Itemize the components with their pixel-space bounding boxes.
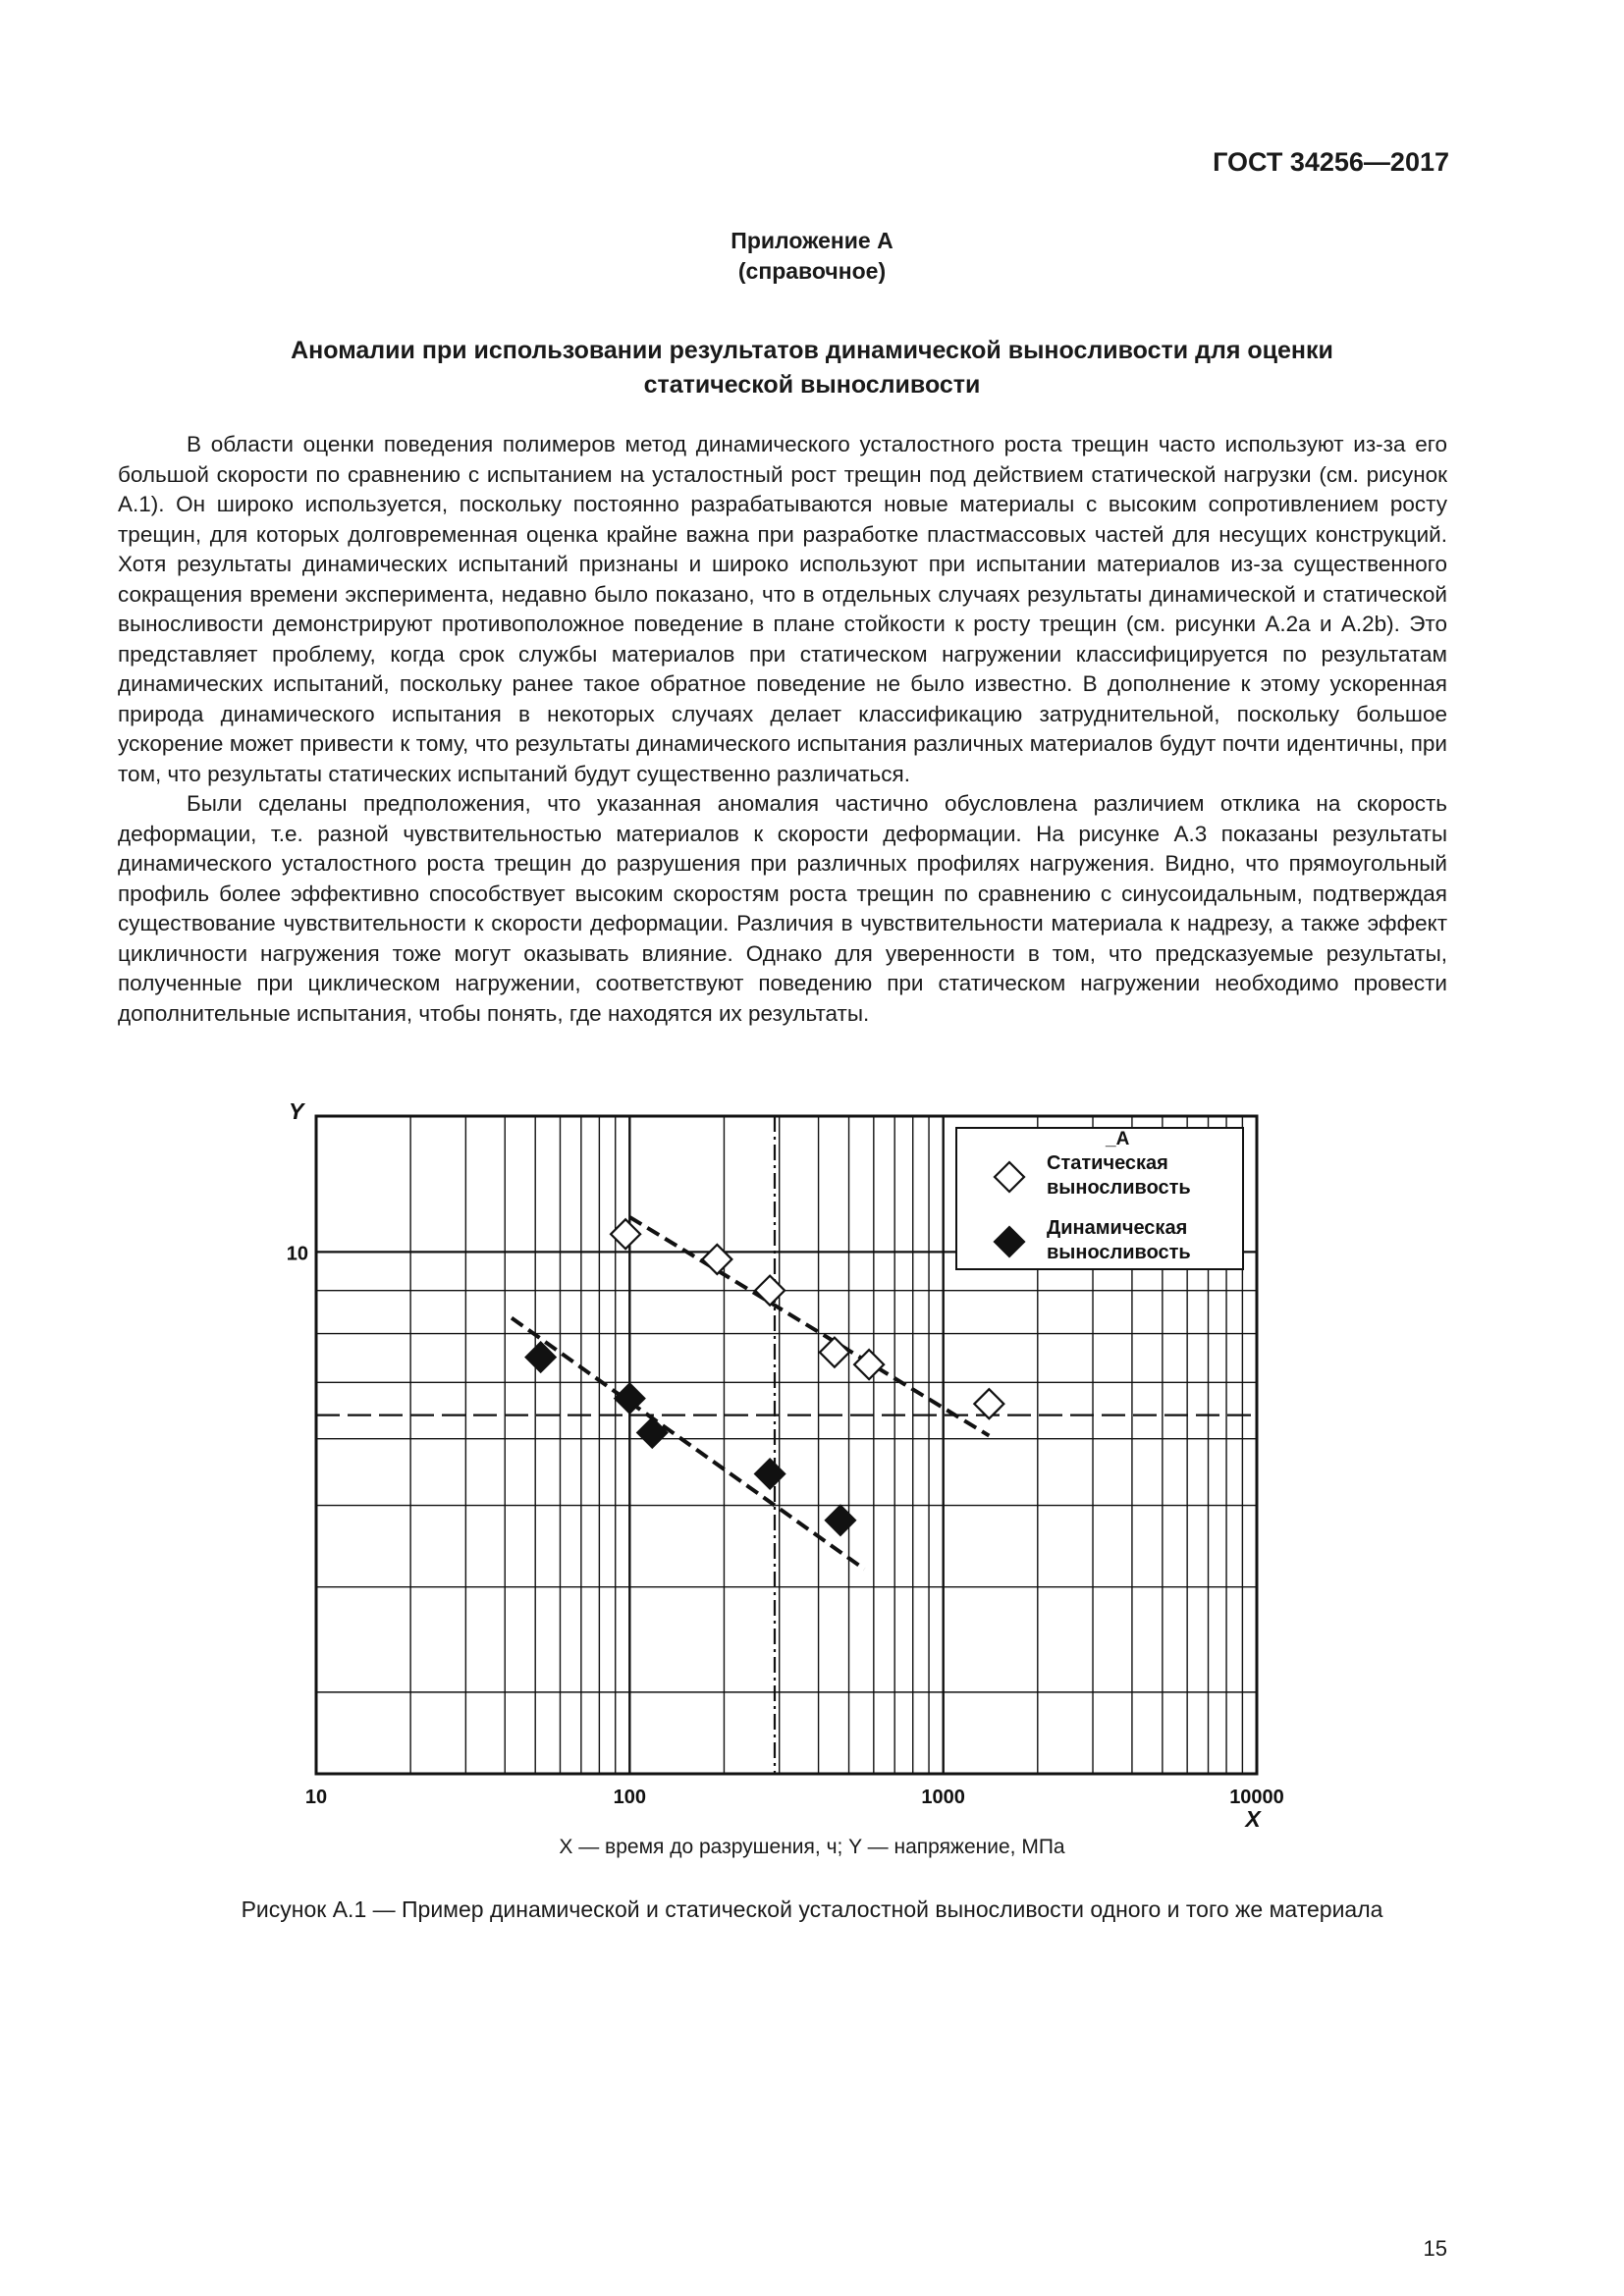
body-text (118, 430, 1447, 1029)
section-title-line-1: Аномалии при использовании результатов динамической выносливости для оценки (291, 337, 1333, 364)
legend-label: Статическая (1047, 1152, 1168, 1174)
paragraph: В области оценки поведения полимеров метод динамического усталостного роста трещин часто используют из-за его большой скорости по сравнению с испытанием на усталостный рост трещин под действием статической нагрузки (см. рисунок А.1). Он широко используется, поскольку постоянно разрабатываются новые материалы с высоким сопротивлением росту трещин, для которых долговременная оценка крайне важна при разработке пластмассовых частей для несущих конструкций. Хотя результаты динамических испытаний признаны и широко используют при испытании материалов из-за существенного сокращения времени эксперимента, недавно было показано, что в отдельных случаях результаты динамической и статической выносливости демонстрируют противоположное поведение в плане стойкости к росту трещин (см. рисунки А.2а и А.2b). Это представляет проблему, когда срок службы материалов при статическом нагружении классифицируется по результатам динамических испытаний, поскольку ранее такое обратное поведение не было известно. В дополнение к этому ускоренная природа динамического испытания в некоторых случаях делает классификацию затруднительной, поскольку большое ускорение может привести к тому, что результаты динамического испытания различных материалов будут почти идентичны, при том, что результаты статических испытаний будут существенно различаться. (118, 432, 1447, 786)
dynamic-data-point (755, 1459, 785, 1488)
x-tick-label: 10000 (1229, 1787, 1284, 1808)
static-trend-line (629, 1217, 989, 1436)
legend-label: Динамическая (1047, 1217, 1188, 1239)
x-tick-label: 100 (613, 1787, 647, 1808)
section-title-line-2: статической выносливости (643, 371, 981, 399)
annex-heading (0, 226, 1624, 287)
static-data-point (755, 1276, 785, 1306)
dynamic-data-point (637, 1418, 667, 1448)
annex-type: (справочное) (737, 258, 887, 284)
dynamic-trend-line (512, 1318, 864, 1570)
axis-caption: X — время до разрушения, ч; Y — напряжение, МПа (559, 1836, 1065, 1858)
legend-title: _A (1106, 1129, 1130, 1149)
paragraph: Были сделаны предположения, что указанная аномалия частично обусловлена различием отклика на скорость деформации, т.е. разной чувствительностью материалов к скорости деформации. На рисунке А.3 показаны результаты динамического усталостного роста трещин до разрушения при различных профилях нагружения. Видно, что прямоугольный профиль более эффективно способствует высоким скоростям роста трещин по сравнению с синусоидальным, подтверждая существование чувствительности к скорости деформации. Различия в чувствительности материала к надрезу, а также эффект цикличности нагружения тоже могут оказывать влияние. Однако для уверенности в том, что предсказуемые результаты, полученные при циклическом нагружении, соответствуют поведению при статическом нагружении необходимо провести дополнительные испытания, чтобы понять, где находятся их результаты. (118, 791, 1447, 1026)
y-axis-label: Y (289, 1099, 304, 1124)
legend-label: выносливость (1047, 1242, 1191, 1263)
x-tick-label: 1000 (921, 1787, 965, 1808)
figure-caption: Рисунок А.1 — Пример динамической и статической усталостной выносливости одного и того же материала (241, 1896, 1383, 1922)
legend-label: выносливость (1047, 1177, 1191, 1199)
fatigue-chart (265, 1099, 1296, 1836)
standard-header: ГОСТ 34256—2017 (1213, 147, 1449, 177)
dynamic-data-point (826, 1506, 855, 1535)
static-data-point (820, 1338, 849, 1367)
x-tick-label: 10 (304, 1787, 328, 1808)
x-axis-label: X (1245, 1806, 1261, 1832)
page-number: 15 (1423, 2236, 1447, 2261)
static-data-point (854, 1350, 884, 1379)
static-data-point (702, 1245, 731, 1274)
y-tick-label: 10 (286, 1243, 308, 1265)
trend-lines (512, 1217, 989, 1570)
section-title (147, 334, 1477, 402)
chart-legend (956, 1128, 1243, 1269)
annex-title: Приложение А (731, 228, 893, 253)
